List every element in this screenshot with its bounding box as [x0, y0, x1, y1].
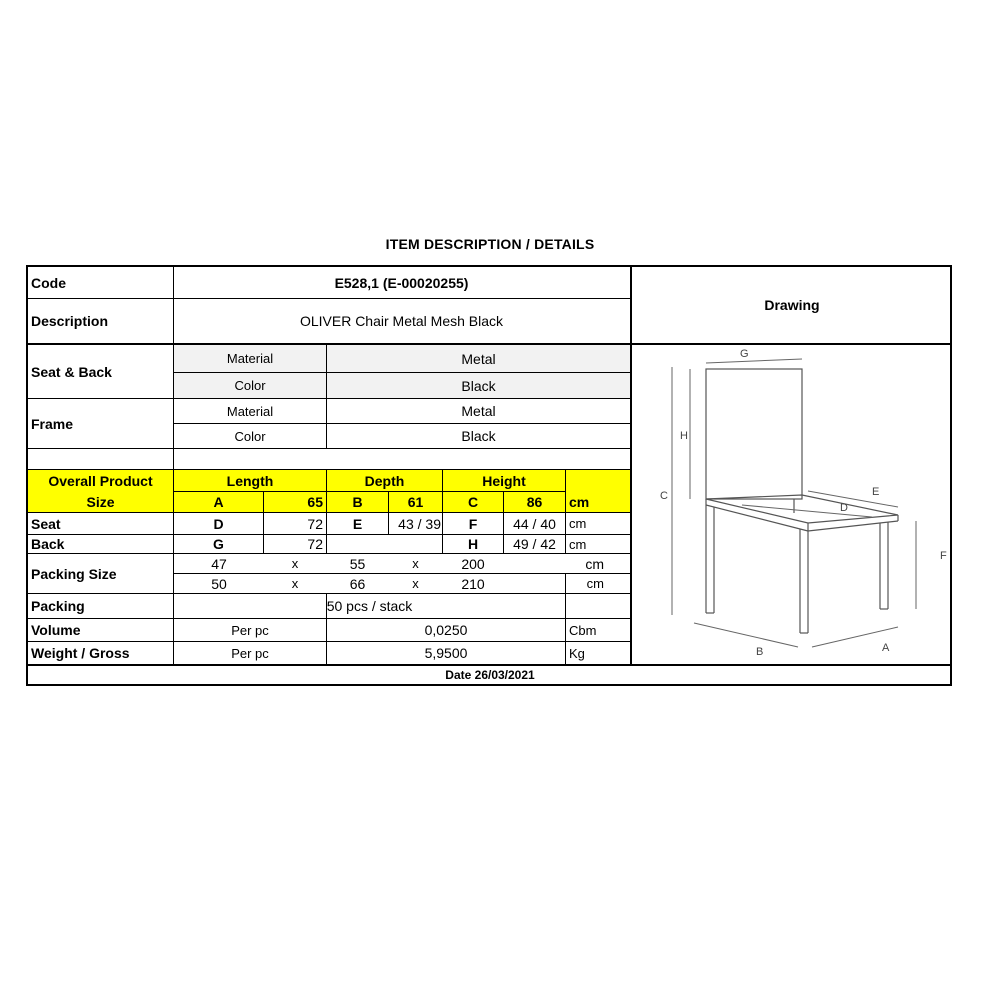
weight-unit: Kg: [569, 645, 585, 661]
weight-per: Per pc: [231, 645, 269, 661]
seat-back-material-value: Metal: [327, 345, 630, 372]
packing-size-depth: 66: [349, 575, 366, 592]
diagram-label-d: D: [840, 502, 848, 514]
description-label: Description: [31, 312, 109, 329]
packing-size-height: 210: [461, 575, 485, 592]
dim-a-value: 65: [307, 494, 323, 510]
drawing-label: Drawing: [764, 297, 820, 313]
diagram-label-f: F: [940, 550, 947, 562]
dim-d-value: 72: [307, 515, 323, 532]
code-label: Code: [31, 274, 66, 291]
weight-value: 5,9500: [424, 645, 468, 661]
length-header: Length: [226, 472, 274, 489]
dim-a-label: A: [213, 494, 224, 510]
dim-f-value: 44 / 40: [513, 515, 556, 532]
dim-h-value: 49 / 42: [513, 536, 556, 552]
diagram-label-a: A: [882, 642, 890, 654]
depth-header: Depth: [364, 472, 405, 489]
frame-color-value: Black: [461, 428, 496, 444]
packing-label: Packing: [31, 598, 85, 614]
description-value: OLIVER Chair Metal Mesh Black: [299, 312, 504, 329]
volume-per: Per pc: [231, 622, 269, 638]
packing-size-unit: cm: [585, 555, 604, 572]
packing-size-height: 200: [461, 555, 485, 572]
dim-f-label: F: [468, 515, 478, 532]
packing-size-length: 50: [211, 575, 227, 592]
page-title: ITEM DESCRIPTION / DETAILS: [385, 236, 595, 252]
overall-size-label-line2: Size: [86, 493, 115, 510]
weight-label: Weight / Gross: [31, 645, 130, 661]
back-label: Back: [31, 536, 65, 552]
packing-size-length: 47: [211, 555, 227, 572]
dim-g-label: G: [213, 536, 224, 552]
back-unit: cm: [569, 536, 587, 552]
packing-size-x: x: [412, 556, 419, 571]
chair-dimension-drawing: [632, 345, 952, 664]
dim-c-value: 86: [526, 494, 543, 510]
seat-label: Seat: [31, 515, 61, 532]
diagram-label-h: H: [680, 430, 688, 442]
volume-label: Volume: [31, 622, 81, 638]
dim-e-value: 43 / 39: [398, 515, 441, 532]
packing-size-label: Packing Size: [31, 565, 117, 582]
seat-back-label: Seat & Back: [31, 363, 112, 380]
packing-size-unit: cm: [586, 576, 604, 591]
frame-color-label: Color: [234, 428, 266, 444]
overall-size-label-line1: Overall Product: [48, 472, 153, 489]
volume-unit: Cbm: [569, 622, 597, 638]
dim-d-label: D: [213, 515, 224, 532]
seat-back-color-label: Color: [174, 373, 326, 398]
diagram-label-c: C: [660, 490, 668, 502]
diagram-label-g: G: [740, 348, 749, 360]
frame-label: Frame: [31, 415, 74, 432]
volume-value: 0,0250: [424, 622, 468, 638]
height-header: Height: [482, 472, 526, 489]
seat-back-color-value: Black: [327, 373, 630, 398]
dim-g-value: 72: [307, 536, 323, 552]
diagram-label-e: E: [872, 486, 880, 498]
packing-value: 50 pcs / stack: [326, 598, 413, 614]
overall-unit: cm: [569, 494, 590, 510]
item-details-sheet: [26, 265, 952, 686]
packing-size-x: x: [412, 576, 419, 591]
diagram-label-b: B: [756, 646, 764, 658]
packing-size-x: x: [291, 556, 299, 571]
code-value: E528,1 (E-00020255): [334, 274, 469, 291]
dim-h-label: H: [467, 536, 479, 552]
packing-size-x: x: [291, 576, 299, 591]
frame-material-label: Material: [226, 403, 274, 419]
dim-c-label: C: [467, 494, 479, 510]
dim-e-label: E: [352, 515, 363, 532]
date-footer: Date 26/03/2021: [445, 668, 535, 682]
seat-back-material-label: Material: [174, 345, 326, 372]
packing-size-depth: 55: [349, 555, 366, 572]
frame-material-value: Metal: [461, 403, 496, 419]
dim-b-value: 61: [407, 494, 424, 510]
dim-b-label: B: [352, 494, 363, 510]
seat-unit: cm: [569, 516, 587, 531]
